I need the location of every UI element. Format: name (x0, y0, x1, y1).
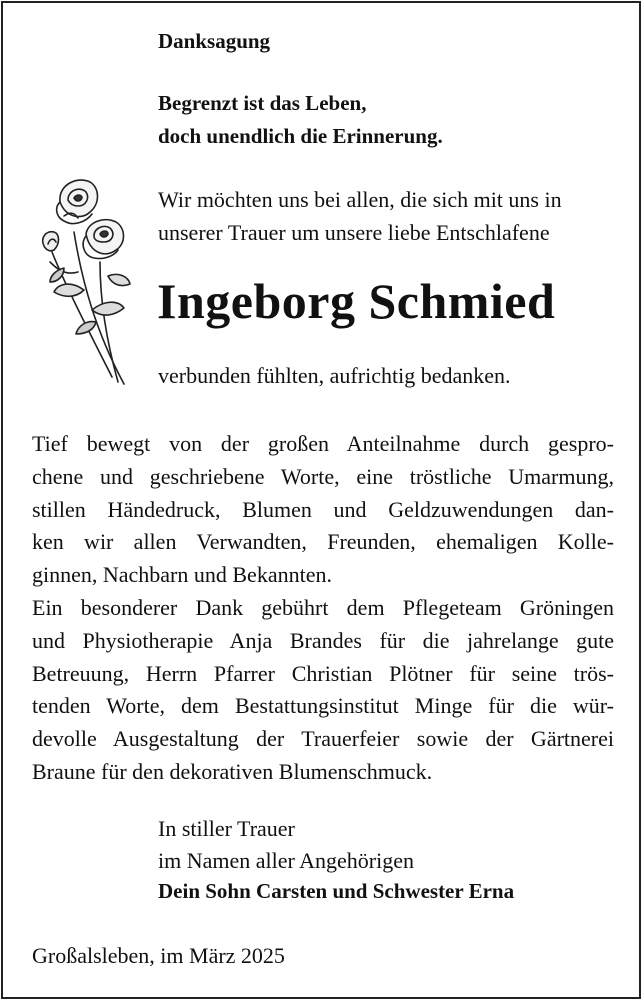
body-line: tenden Worte, dem Bestattungsinstitut Minge für die wür- (32, 693, 614, 719)
intro-line-3: verbunden fühlten, aufrichtig bedanken. (158, 363, 511, 388)
place-date: Großalsleben, im März 2025 (32, 943, 285, 968)
body-line: Ein besonderer Dank gebührt dem Pflegeteam Gröningen (32, 594, 614, 620)
body-line: devolle Ausgestaltung der Trauerfeier sowie der Gärtnerei (32, 726, 614, 752)
intro-line-1: Wir möchten uns bei allen, die sich mit uns in (158, 187, 562, 212)
signature-line-2: im Namen aller Angehörigen (158, 848, 414, 873)
notice-heading: Danksagung (158, 29, 271, 53)
body-line: chene und geschriebene Worte, eine tröstliche Umarmung, (32, 463, 614, 489)
body-line: Betreuung, Herrn Pfarrer Christian Plötner für seine trös- (32, 660, 614, 686)
intro-line-2: unserer Trauer um unsere liebe Entschlafene (158, 220, 550, 245)
body-line: stillen Händedruck, Blumen und Geldzuwendungen dan- (32, 496, 614, 522)
body-line: Braune für den dekorativen Blumenschmuck. (32, 758, 433, 784)
signature-names: Dein Sohn Carsten und Schwester Erna (158, 879, 515, 903)
deceased-name: Ingeborg Schmied (157, 273, 556, 329)
body-line: und Physiotherapie Anja Brandes für die jahrelange gute (32, 627, 614, 653)
motto-line-2: doch unendlich die Erinnerung. (158, 124, 443, 148)
thanks-body (32, 428, 614, 789)
signature-line-1: In stiller Trauer (158, 816, 295, 841)
rose-illustration-icon (34, 172, 142, 390)
body-line: Tief bewegt von der großen Anteilnahme durch gespro- (32, 431, 614, 456)
motto-line-1: Begrenzt ist das Leben, (158, 91, 367, 115)
body-line: ginnen, Nachbarn und Bekannten. (32, 562, 332, 588)
body-line: ken wir allen Verwandten, Freunden, ehemaligen Kolle- (32, 529, 614, 555)
